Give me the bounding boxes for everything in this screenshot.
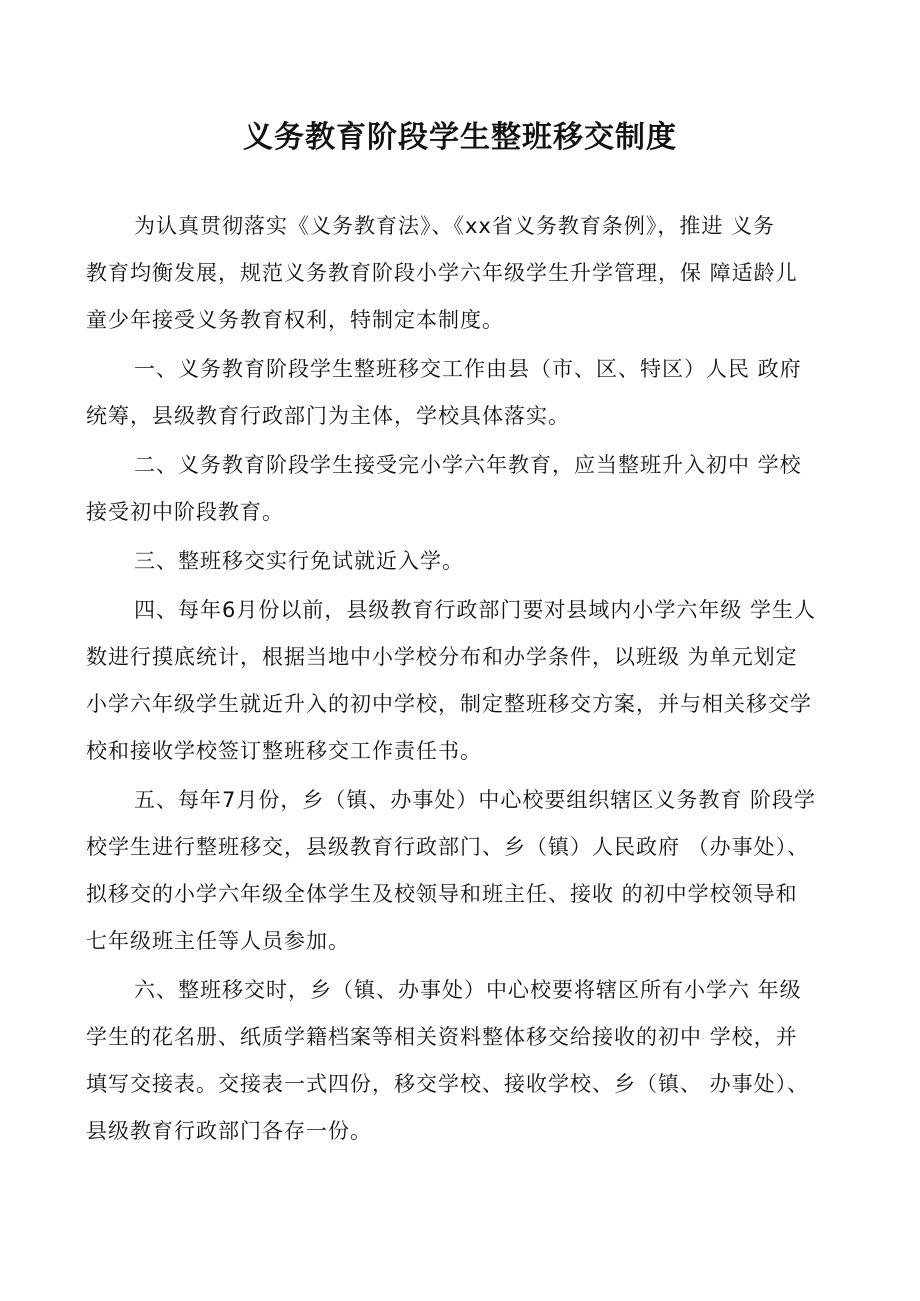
paragraph-article-1 xyxy=(86,346,846,440)
paragraph-line: 童少年接受义务教育权利，特制定本制度。 xyxy=(86,308,504,332)
document-title: 义务教育阶段学生整班移交制度 xyxy=(243,120,677,155)
paragraph-line: 六、整班移交时，乡（镇、办事处）中心校要将辖区所有小学六 年级 xyxy=(134,978,802,1002)
paragraph-line: 学生的花名册、纸质学籍档案等相关资料整体移交给接收的初中 学校，并 xyxy=(86,1025,798,1049)
paragraph-line: 填写交接表。交接表一式四份，移交学校、接收学校、乡（镇、 办事处）、 xyxy=(86,1072,810,1096)
paragraph-article-3 xyxy=(86,538,846,585)
paragraph-line: 拟移交的小学六年级全体学生及校领导和班主任、接收 的初中学校领导和 xyxy=(86,882,798,906)
paragraph-line: 县级教育行政部门各存一份。 xyxy=(86,1119,372,1143)
paragraph-line: 教育均衡发展，规范义务教育阶段小学六年级学生升学管理，保 障适龄儿 xyxy=(86,261,798,285)
paragraph-line: 接受初中阶段教育。 xyxy=(86,500,284,524)
paragraph-line: 数进行摸底统计，根据当地中小学校分布和办学条件，以班级 为单元划定 xyxy=(86,645,798,669)
paragraph-line: 二、义务教育阶段学生接受完小学六年教育，应当整班升入初中 学校 xyxy=(134,453,802,477)
paragraph-line: 五、每年7月份，乡（镇、办事处）中心校要组织辖区义务教育 阶段学 xyxy=(134,788,817,812)
paragraph-line: 七年级班主任等人员参加。 xyxy=(86,929,350,953)
paragraph-line: 校学生进行整班移交，县级教育行政部门、乡（镇）人民政府 （办事处）、 xyxy=(86,835,810,859)
paragraph-line: 三、整班移交实行免试就近入学。 xyxy=(134,549,464,573)
paragraph-article-2 xyxy=(86,442,846,536)
paragraph-line: 校和接收学校签订整班移交工作责任书。 xyxy=(86,739,482,763)
paragraph-line: 四、每年6月份以前，县级教育行政部门要对县域内小学六年级 学生人 xyxy=(134,598,817,622)
paragraph-line: 统筹，县级教育行政部门为主体，学校具体落实。 xyxy=(86,404,570,428)
paragraph-article-4 xyxy=(86,587,846,775)
paragraph-line: 一、义务教育阶段学生整班移交工作由县（市、区、特区）人民 政府 xyxy=(134,357,802,381)
paragraph-article-6 xyxy=(86,967,846,1155)
document-body xyxy=(86,203,846,1157)
paragraph-article-5 xyxy=(86,777,846,965)
paragraph-line: 为认真贯彻落实《义务教育法》、《xx省义务教育条例》，推进 义务 xyxy=(134,214,776,238)
paragraph-line: 小学六年级学生就近升入的初中学校，制定整班移交方案，并与相关移交学 xyxy=(86,692,812,716)
paragraph-preamble xyxy=(86,203,846,344)
